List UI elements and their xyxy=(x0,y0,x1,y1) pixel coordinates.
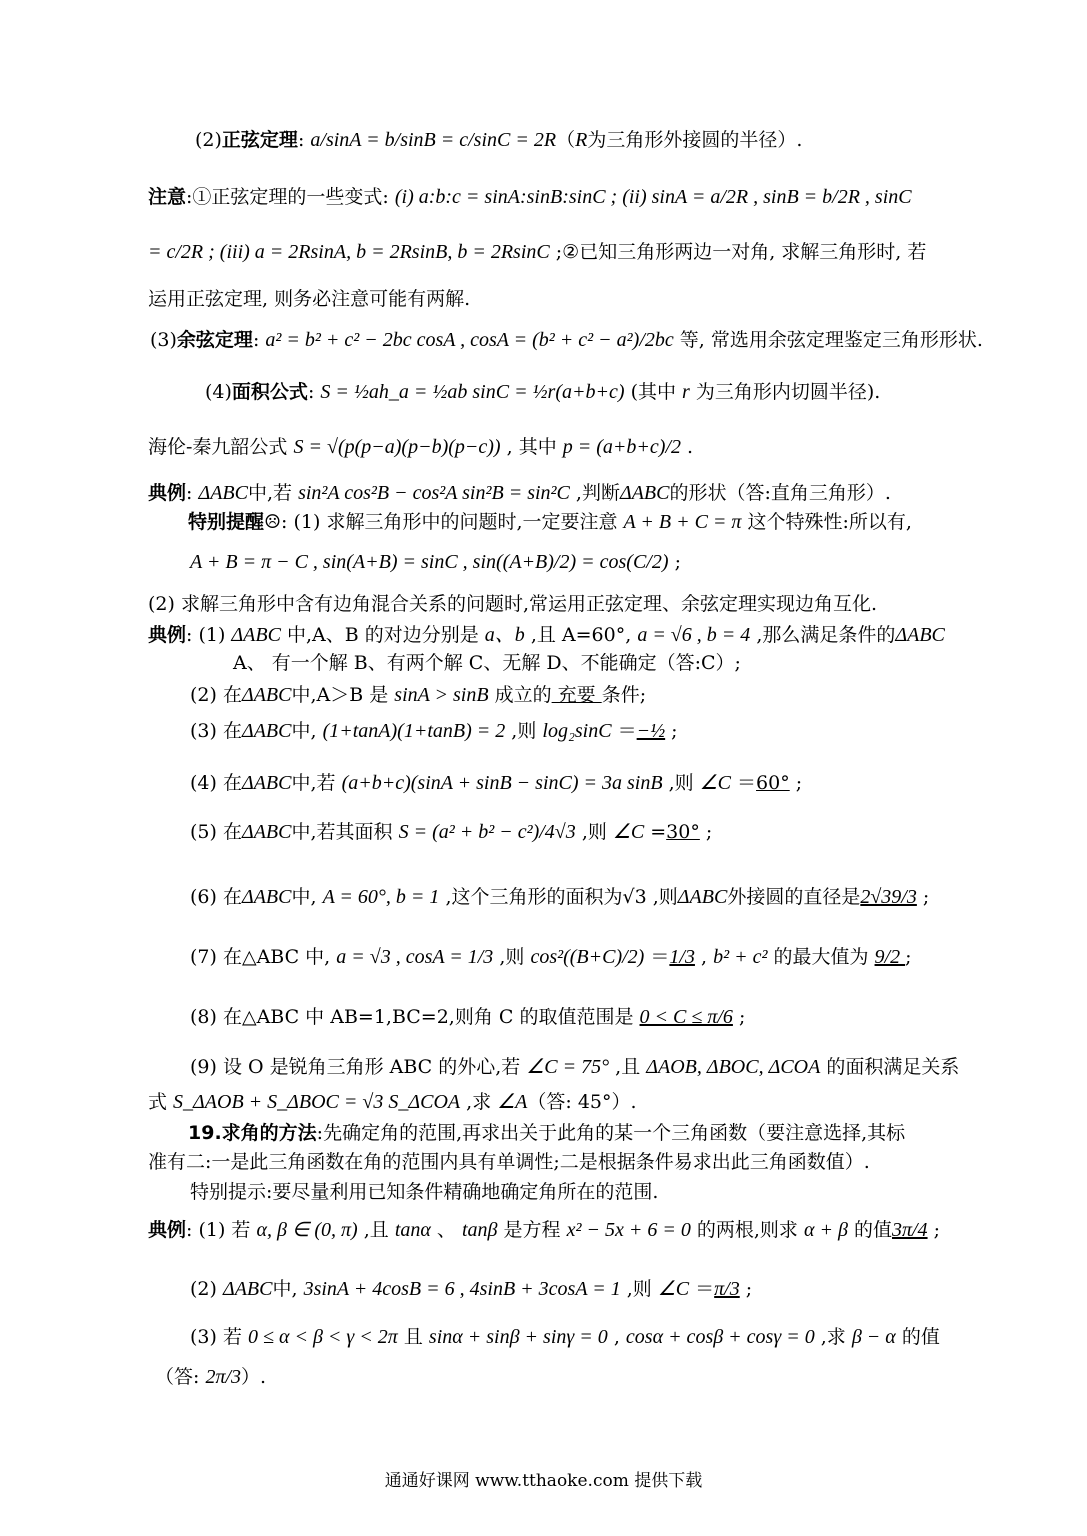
math-expression: 9/2 xyxy=(874,946,906,968)
text-segment: 的值 xyxy=(847,1219,892,1241)
bold-term: 正弦定理 xyxy=(221,129,298,151)
text-segment: （答: xyxy=(155,1366,206,1388)
math-expression: A + B + C = π xyxy=(623,511,742,533)
math-expression: tanβ xyxy=(461,1219,498,1241)
text-segment: 条件; xyxy=(601,684,647,706)
math-expression: cosα + cosβ + cosγ = 0 xyxy=(625,1326,815,1348)
text-segment: = xyxy=(644,821,667,843)
text-segment: 式 xyxy=(148,1091,174,1113)
text-segment: 中,A＞B 是 xyxy=(291,684,395,706)
math-expression: sinα + sinβ + sinγ = 0 xyxy=(428,1326,608,1348)
text-segment: , 其中 xyxy=(500,436,563,458)
math-expression: a = √6 , b = 4 xyxy=(637,624,751,646)
text-line xyxy=(195,128,802,152)
math-expression: A = 60°, b = 1 xyxy=(322,886,440,908)
math-expression: ΔABC xyxy=(241,886,292,908)
math-expression: ΔABC xyxy=(619,482,670,504)
math-expression: a = √3 , cosA = 1/3 xyxy=(336,946,494,968)
text-line xyxy=(190,945,912,969)
text-segment: ,则 xyxy=(575,821,613,843)
text-line xyxy=(148,185,912,209)
text-line xyxy=(190,771,802,795)
text-segment: : xyxy=(252,329,266,351)
text-segment: (3) xyxy=(150,329,177,351)
text-segment: （ xyxy=(556,129,576,151)
text-segment: 中, xyxy=(272,1278,304,1300)
text-segment: : xyxy=(297,129,311,151)
text-line xyxy=(148,481,891,505)
text-segment: ,则 xyxy=(620,1278,658,1300)
text-line xyxy=(190,820,712,844)
math-expression: α + β xyxy=(803,1219,848,1241)
text-line xyxy=(205,380,880,404)
text-segment: ,这个三角形的面积为√3 ,则 xyxy=(439,886,678,908)
text-segment: (其中 xyxy=(624,381,683,403)
bold-term: 余弦定理 xyxy=(176,329,253,351)
text-segment: 准有二:一是此三角函数在角的范围内具有单调性;二是根据条件易求出此三角函数值）. xyxy=(148,1151,870,1173)
math-expression: ΔABC xyxy=(241,772,292,794)
math-expression: ΔAOB, ΔBOC, ΔCOA xyxy=(646,1056,821,1078)
math-expression: (a+b+c)(sinA + sinB − sinC) = 3a sinB xyxy=(341,772,663,794)
text-segment: （答: 45°）. xyxy=(527,1091,637,1113)
math-expression: a、b xyxy=(484,624,525,646)
text-segment: : (1) 若 xyxy=(186,1219,257,1241)
text-segment: (7) 在△ABC 中, xyxy=(190,946,337,968)
text-segment: 是方程 xyxy=(497,1219,567,1241)
math-expression: a² = b² + c² − 2bc cosA , cosA = (b² + c² − a²)/2bc xyxy=(265,329,674,351)
math-expression: p = (a+b+c)/2 xyxy=(562,436,682,458)
math-expression: 0 ≤ α < β < γ < 2π xyxy=(248,1326,398,1348)
math-expression: S_ΔAOB + S_ΔBOC = √3 S_ΔCOA xyxy=(173,1091,461,1113)
math-expression: β − α xyxy=(851,1326,896,1348)
text-segment: 的面积满足关系 xyxy=(820,1056,960,1078)
text-line xyxy=(148,593,877,616)
text-segment: 且 xyxy=(397,1326,429,1348)
math-expression: ΔABC xyxy=(222,1278,273,1300)
math-expression: sinA > sinB xyxy=(394,684,489,706)
math-expression: ΔABC xyxy=(677,886,728,908)
text-segment: ; xyxy=(668,551,681,573)
math-expression: tanα xyxy=(394,1219,431,1241)
math-expression: ΔABC xyxy=(241,821,292,843)
text-segment: 等, 常选用余弦定理鉴定三角形形状. xyxy=(673,329,983,351)
text-segment: ; xyxy=(739,1278,753,1300)
text-segment: 海伦-秦九韶公式 xyxy=(148,436,294,458)
math-expression: 3π/4 xyxy=(891,1219,928,1241)
text-segment: ,判断 xyxy=(569,482,620,504)
text-segment: (9) 设 O 是锐角三角形 ABC 的外心,若 xyxy=(190,1056,527,1078)
text-segment: 中, xyxy=(291,886,323,908)
text-segment: 外接圆的直径是 xyxy=(727,886,861,908)
text-line xyxy=(190,885,929,909)
text-segment: 的形状（答:直角三角形）. xyxy=(669,482,891,504)
text-segment: 特别提示:要尽量利用已知条件精确地确定角所在的范围. xyxy=(190,1181,659,1203)
text-segment: ,且 xyxy=(357,1219,395,1241)
text-line xyxy=(190,550,681,574)
text-segment: ; xyxy=(905,946,912,968)
text-segment: : xyxy=(307,381,321,403)
text-segment: ;②已知三角形两边一对角, 求解三角形时, 若 xyxy=(549,241,927,263)
text-segment: 中, xyxy=(291,720,323,742)
text-segment: ; xyxy=(927,1219,941,1241)
math-expression: b² + c² xyxy=(713,946,768,968)
text-segment: 为三角形内切圆半径). xyxy=(689,381,881,403)
text-segment: (2) 求解三角形中含有边角混合关系的问题时,常运用正弦定理、余弦定理实现边角互化. xyxy=(148,593,878,615)
math-expression: 2π/3 xyxy=(205,1366,242,1388)
text-segment: ,则 xyxy=(505,720,543,742)
math-expression: ΔABC xyxy=(231,624,281,646)
math-expression: ∠C xyxy=(699,772,731,794)
math-expression: α, β ∈ (0, π) xyxy=(256,1219,358,1241)
text-segment: ☹: (1) 求解三角形中的问题时,一定要注意 xyxy=(264,511,624,533)
text-line xyxy=(190,719,678,743)
page-footer: 通通好课网 www.tthaoke.com 提供下载 xyxy=(384,1471,703,1491)
math-expression: x² − 5x + 6 = 0 xyxy=(566,1219,691,1241)
text-segment: 充要 xyxy=(551,684,602,706)
text-segment: (3) 若 xyxy=(190,1326,248,1348)
math-expression: ∠C = 75° xyxy=(526,1056,610,1078)
math-expression: ΔABC xyxy=(198,482,248,504)
text-segment: . xyxy=(681,436,694,458)
text-segment: ; xyxy=(665,720,678,742)
math-expression: cos²((B+C)/2) xyxy=(530,946,645,968)
math-expression: ∠C xyxy=(612,821,645,843)
text-segment: (4) 在 xyxy=(190,772,242,794)
text-segment: ,则 xyxy=(662,772,700,794)
text-segment: (3) 在 xyxy=(190,720,242,742)
bold-term: 典例 xyxy=(148,482,187,504)
text-segment: (8) 在△ABC 中 AB=1,BC=2,则角 C 的取值范围是 xyxy=(190,1006,640,1028)
text-segment: 30° xyxy=(666,821,700,843)
text-segment: 运用正弦定理, 则务必注意可能有两解. xyxy=(148,288,471,310)
text-line xyxy=(190,1055,959,1079)
math-expression: log₂sinC xyxy=(542,720,612,742)
text-segment: ＝ xyxy=(611,720,637,742)
bold-term: 典例 xyxy=(148,624,187,646)
text-segment: ,且 xyxy=(609,1056,647,1078)
text-segment: ; xyxy=(699,821,713,843)
text-segment: 中,A、B 的对边分别是 xyxy=(280,624,485,646)
text-segment: 中,若 xyxy=(291,772,342,794)
text-line xyxy=(190,1325,940,1349)
text-segment: 为三角形外接圆的半径）. xyxy=(587,129,803,151)
text-line xyxy=(155,1365,266,1389)
text-line xyxy=(190,1277,752,1301)
text-line xyxy=(148,288,470,311)
text-segment: 的两根,则求 xyxy=(690,1219,804,1241)
bold-term: 面积公式 xyxy=(231,381,308,403)
math-expression: S = ½ah_a = ½ab sinC = ½r(a+b+c) xyxy=(320,381,625,403)
text-segment: (6) 在 xyxy=(190,886,242,908)
text-segment: ,那么满足条件的 xyxy=(750,624,896,646)
text-segment: ; xyxy=(789,772,803,794)
text-segment: (4) xyxy=(205,381,232,403)
text-line xyxy=(148,1151,870,1174)
text-segment: ,且 A=60°, xyxy=(524,624,638,646)
bold-term: 特别提醒 xyxy=(188,511,265,533)
bold-term: 19.求角的方法 xyxy=(188,1122,317,1144)
text-segment: ; xyxy=(916,886,930,908)
text-segment: ＝ xyxy=(644,946,670,968)
text-segment: 、 xyxy=(430,1219,462,1241)
text-line xyxy=(148,1090,637,1114)
math-expression: r xyxy=(682,381,690,403)
text-segment: , xyxy=(694,946,714,968)
text-segment: : (1) xyxy=(186,624,232,646)
math-expression: ∠A xyxy=(497,1091,528,1113)
text-line xyxy=(148,240,926,264)
text-segment: 这个特殊性:所以有, xyxy=(741,511,912,533)
text-line xyxy=(190,1181,658,1204)
bold-term: 典例 xyxy=(148,1219,187,1241)
text-segment: 60° xyxy=(756,772,790,794)
text-line xyxy=(190,683,646,707)
math-expression: ΔABC xyxy=(241,684,292,706)
math-expression: (i) a:b:c = sinA:sinB:sinC ; (ii) sinA = a/2R , sinB = b/2R , sinC xyxy=(394,186,912,208)
text-line xyxy=(148,623,945,647)
math-expression: 1/3 xyxy=(669,946,695,968)
math-expression: S = √(p(p−a)(p−b)(p−c)) xyxy=(293,436,501,458)
text-segment: ）. xyxy=(241,1366,267,1388)
math-expression: −½ xyxy=(636,720,666,742)
text-segment: , xyxy=(607,1326,626,1348)
text-segment: ＝ xyxy=(689,1278,715,1300)
text-segment: 成立的 xyxy=(488,684,552,706)
text-segment: (5) 在 xyxy=(190,821,242,843)
math-expression: ΔABC xyxy=(895,624,945,646)
text-segment: ,求 xyxy=(814,1326,852,1348)
math-expression: (1+tanA)(1+tanB) = 2 xyxy=(322,720,506,742)
text-segment: A、 有一个解 B、有两个解 C、无解 D、不能确定（答:C）; xyxy=(233,652,741,674)
math-expression: S = (a² + b² − c²)/4√3 xyxy=(398,821,576,843)
text-line xyxy=(150,328,983,352)
math-expression: 3sinA + 4cosB = 6 , 4sinB + 3cosA = 1 xyxy=(303,1278,621,1300)
text-segment: (2) xyxy=(195,129,222,151)
math-expression: 2√39/3 xyxy=(860,886,917,908)
text-line xyxy=(148,435,693,459)
math-expression: 0 < C ≤ π/6 xyxy=(639,1006,733,1028)
text-segment: 中,若其面积 xyxy=(291,821,399,843)
text-segment: ; xyxy=(732,1006,746,1028)
math-expression: A + B = π − C , sin(A+B) = sinC , sin((A+B)/2) = cos(C/2) xyxy=(190,551,669,573)
text-line xyxy=(148,1218,940,1242)
math-expression: sin²A cos²B − cos²A sin²B = sin²C xyxy=(298,482,570,504)
text-line xyxy=(188,1122,905,1145)
text-segment: (2) 在 xyxy=(190,684,242,706)
text-segment: :①正弦定理的一些变式: xyxy=(186,186,395,208)
text-line xyxy=(188,510,912,534)
text-segment: ,求 xyxy=(460,1091,498,1113)
text-segment: 的最大值为 xyxy=(767,946,875,968)
text-segment: : xyxy=(186,482,199,504)
text-segment: :先确定角的范围,再求出关于此角的某一个三角函数（要注意选择,其标 xyxy=(316,1122,906,1144)
text-segment: (2) xyxy=(190,1278,223,1300)
math-expression: π/3 xyxy=(714,1278,740,1300)
text-segment: 中,若 xyxy=(247,482,299,504)
text-segment: 的值 xyxy=(895,1326,940,1348)
bold-term: 注意 xyxy=(148,186,187,208)
math-expression: R xyxy=(575,129,588,151)
text-segment: ,则 xyxy=(493,946,531,968)
text-line xyxy=(233,652,741,675)
math-expression: = c/2R ; (iii) a = 2RsinA, b = 2RsinB, b = 2RsinC xyxy=(148,241,550,263)
text-segment: ＝ xyxy=(730,772,757,794)
text-line xyxy=(190,1005,745,1029)
math-expression: a/sinA = b/sinB = c/sinC = 2R xyxy=(310,129,557,151)
math-expression: ΔABC xyxy=(241,720,292,742)
math-expression: ∠C xyxy=(657,1278,690,1300)
